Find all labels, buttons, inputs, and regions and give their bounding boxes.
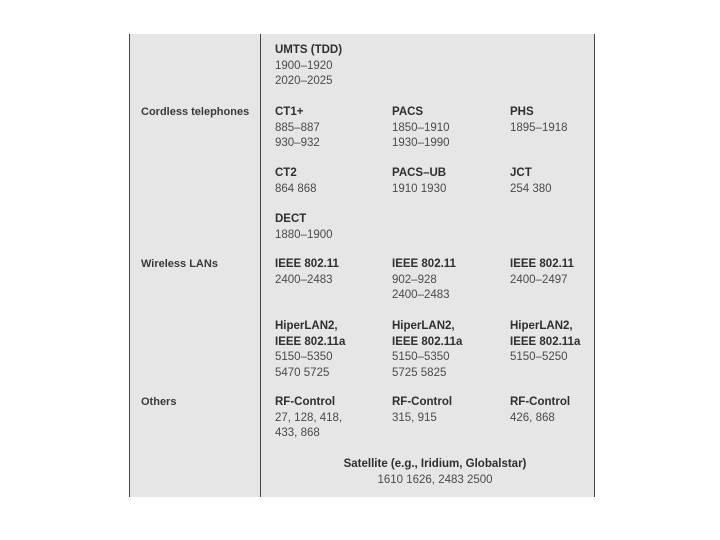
entry-name: IEEE 802.11a bbox=[392, 335, 463, 348]
entry-range: 1880–1900 bbox=[275, 228, 333, 241]
entry-hiperlan2-a bbox=[275, 319, 345, 381]
entry-range: 27, 128, 418, bbox=[275, 411, 343, 424]
entry-range: 1930–1990 bbox=[392, 137, 450, 149]
entry-ieee-80211-b bbox=[392, 257, 456, 304]
entry-name: RF-Control bbox=[510, 396, 571, 408]
entry-hiperlan2-b bbox=[392, 319, 462, 381]
entry-range: 5150–5350 bbox=[275, 351, 333, 363]
entry-name: RF-Control bbox=[275, 396, 336, 408]
entry-range: 433, 868 bbox=[275, 427, 320, 439]
entry-name: IEEE 802.11a bbox=[275, 335, 346, 348]
entry-range: 1610 1626, 2483 2500 bbox=[377, 473, 493, 486]
entry-name: HiperLAN2, bbox=[392, 320, 455, 332]
entry-range: 315, 915 bbox=[392, 411, 437, 424]
entry-rf-control-b bbox=[392, 395, 452, 426]
entry-range: 885–887 bbox=[275, 121, 320, 134]
entry-range: 426, 868 bbox=[510, 411, 555, 424]
entry-satellite bbox=[300, 457, 570, 488]
entry-umts-tdd bbox=[275, 43, 342, 90]
entry-phs bbox=[510, 105, 568, 136]
entry-name: Satellite (e.g., Iridium, Globalstar) bbox=[343, 458, 527, 470]
entry-name: JCT bbox=[510, 167, 532, 179]
entry-hiperlan2-c bbox=[510, 319, 580, 366]
entry-pacs bbox=[392, 105, 450, 152]
entry-name: CT1+ bbox=[275, 106, 304, 118]
entry-range: 2400–2483 bbox=[275, 273, 333, 286]
entry-name: PACS–UB bbox=[392, 167, 447, 179]
entry-range: 5725 5825 bbox=[392, 366, 447, 379]
entry-range: 2400–2497 bbox=[510, 273, 568, 286]
entry-ct1-plus bbox=[275, 105, 320, 152]
entry-range: 930–932 bbox=[275, 137, 320, 149]
category-others: Others bbox=[141, 396, 177, 408]
entry-ct2 bbox=[275, 166, 317, 197]
entry-name: DECT bbox=[275, 213, 307, 225]
entry-range: 5470 5725 bbox=[275, 366, 330, 379]
entry-range: 5150–5350 bbox=[392, 351, 450, 363]
entry-name: CT2 bbox=[275, 167, 297, 179]
entry-name: PACS bbox=[392, 106, 424, 118]
entry-rf-control-c bbox=[510, 395, 570, 426]
entry-rf-control-a bbox=[275, 395, 342, 442]
entry-name: IEEE 802.11 bbox=[275, 258, 339, 270]
entry-range: 902–928 bbox=[392, 273, 437, 286]
entry-name: PHS bbox=[510, 106, 534, 118]
entry-pacs-ub bbox=[392, 166, 446, 197]
entry-name: IEEE 802.11 bbox=[392, 258, 456, 270]
entry-name: IEEE 802.11a bbox=[510, 335, 581, 348]
entry-ieee-80211-a bbox=[275, 257, 339, 288]
entry-name: HiperLAN2, bbox=[510, 320, 573, 332]
entry-name: UMTS (TDD) bbox=[275, 44, 343, 56]
entry-range: 1900–1920 bbox=[275, 59, 333, 72]
entry-range: 1910 1930 bbox=[392, 182, 447, 195]
entry-range: 864 868 bbox=[275, 182, 317, 195]
category-wireless-lans: Wireless LANs bbox=[141, 258, 218, 270]
entry-range: 2400–2483 bbox=[392, 289, 450, 301]
category-cordless-telephones: Cordless telephones bbox=[141, 106, 250, 118]
entry-ieee-80211-c bbox=[510, 257, 574, 288]
entry-name: IEEE 802.11 bbox=[510, 258, 574, 270]
entry-range: 1895–1918 bbox=[510, 121, 568, 134]
entry-dect bbox=[275, 212, 333, 243]
entry-range: 2020–2025 bbox=[275, 75, 333, 87]
entry-range: 254 380 bbox=[510, 182, 552, 195]
entry-name: RF-Control bbox=[392, 396, 453, 408]
entry-range: 1850–1910 bbox=[392, 121, 450, 134]
entry-name: HiperLAN2, bbox=[275, 320, 338, 332]
entry-jct bbox=[510, 166, 552, 197]
entry-range: 5150–5250 bbox=[510, 351, 568, 363]
column-divider bbox=[260, 34, 261, 497]
